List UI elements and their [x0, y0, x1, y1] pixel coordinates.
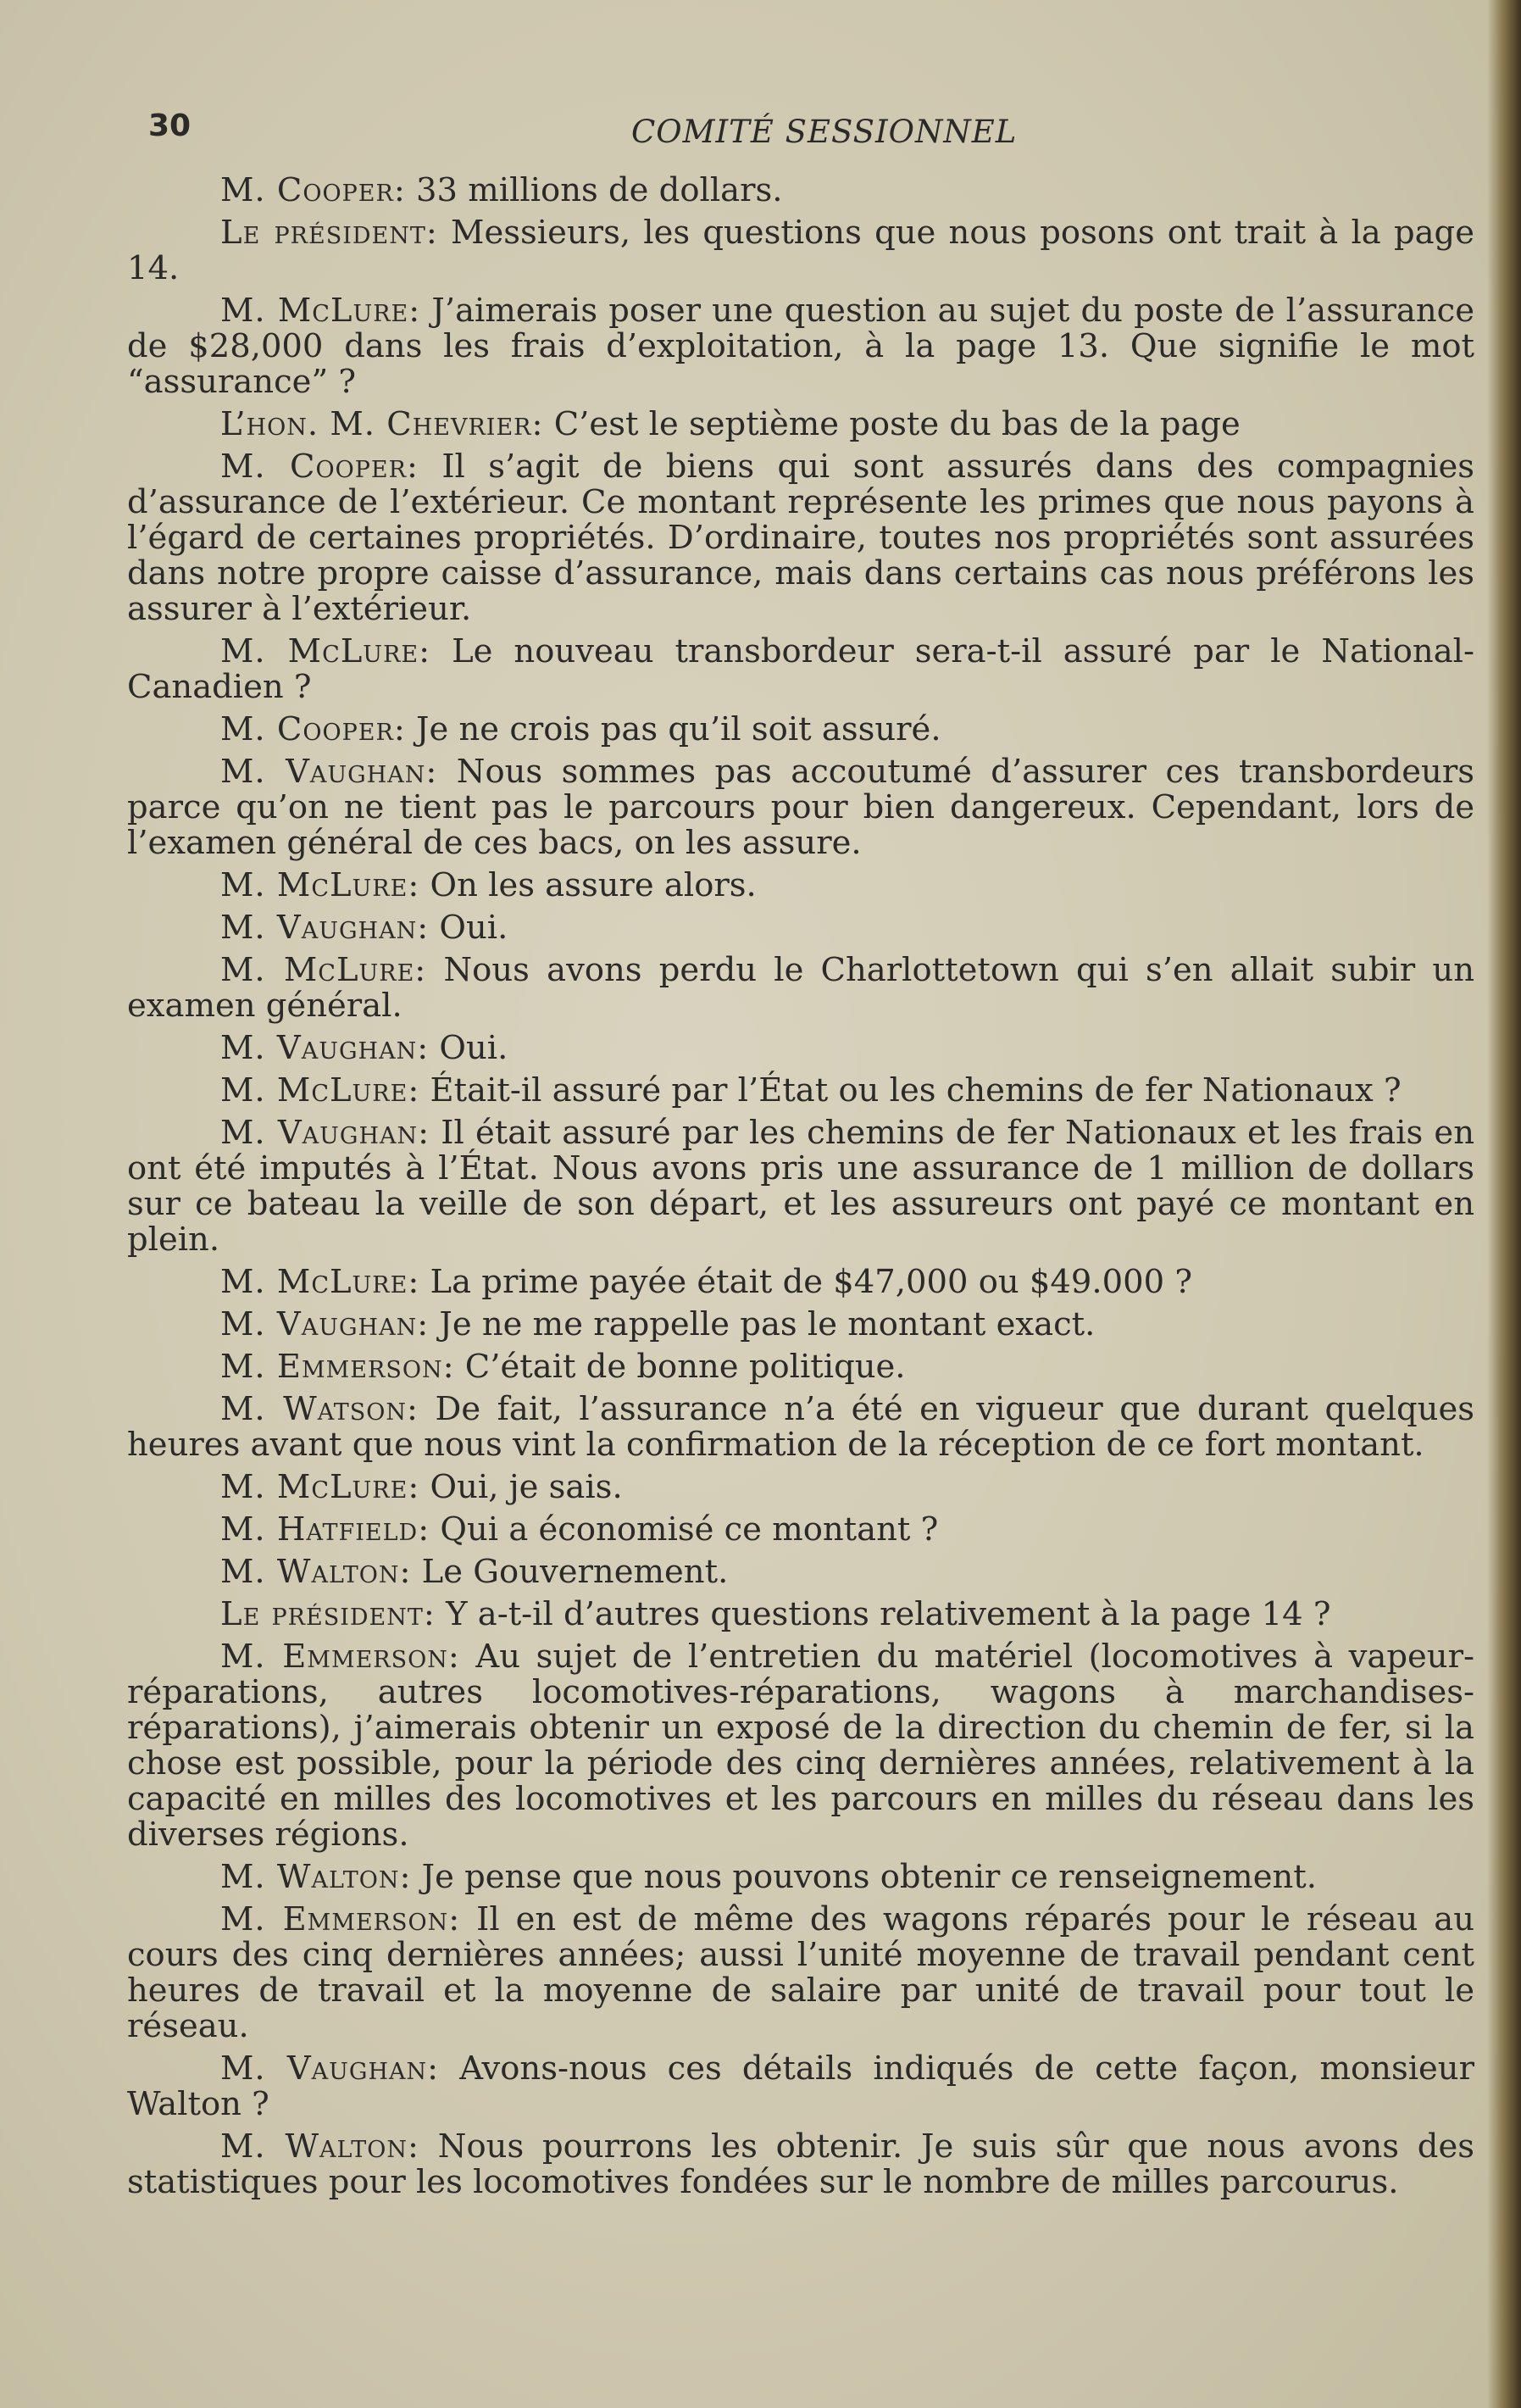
transcript-paragraph — [127, 1639, 1474, 1853]
transcript-paragraph — [127, 449, 1474, 627]
speech-text: Avons-nous ces détails indiqués de cette façon, monsieur Walton ? — [127, 2049, 1475, 2123]
transcript-paragraph — [127, 1860, 1474, 1895]
transcript-paragraph — [127, 1073, 1474, 1109]
speech-text: C’était de bonne politique. — [454, 1348, 906, 1386]
transcript-body — [127, 173, 1474, 2207]
speaker-name: M. Walton: — [220, 1858, 412, 1896]
speaker-name: M. Cooper: — [220, 710, 406, 748]
transcript-paragraph — [127, 1115, 1474, 1258]
transcript-paragraph — [127, 407, 1474, 442]
speaker-name: M. Emmerson: — [220, 1348, 455, 1386]
running-title: COMITÉ SESSIONNEL — [631, 114, 1018, 150]
transcript-paragraph — [127, 173, 1474, 209]
speech-text: Je ne crois pas qu’il soit assuré. — [405, 710, 941, 748]
speech-text: De fait, l’assurance n’a été en vigueur que durant quelques heures avant que nous vint la confirmation de la réception de ce fort montant. — [127, 1390, 1474, 1464]
speech-text: Qui a économisé ce montant ? — [430, 1510, 939, 1549]
transcript-paragraph — [127, 1307, 1474, 1343]
speech-text: Était-il assuré par l’État ou les chemins de fer Nationaux ? — [419, 1071, 1402, 1109]
speech-text: Oui. — [429, 1029, 508, 1067]
speech-text: Je pense que nous pouvons obtenir ce renseignement. — [411, 1858, 1317, 1896]
transcript-paragraph — [127, 754, 1474, 861]
speech-text: J’aimerais poser une question au sujet du poste de l’assurance de $28,000 dans les frais d’exploitation, à la page 13. Que signifie le mot “assurance” ? — [127, 292, 1474, 401]
speech-text: Nous sommes pas accoutumé d’assurer ces transbordeurs parce qu’on ne tient pas le parcours pour bien dangereux. Cependant, lors de l’examen général de ces bacs, on les assure. — [127, 753, 1474, 862]
transcript-paragraph — [127, 2051, 1474, 2122]
transcript-paragraph — [127, 1597, 1474, 1632]
speech-text: Nous avons perdu le Charlottetown qui s’en allait subir un examen général. — [127, 951, 1474, 1025]
speaker-name: M. Cooper: — [220, 448, 419, 486]
speech-text: Au sujet de l’entretien du matériel (locomotives à vapeur-réparations, autres locomotives-réparations, wagons à marchandises-réparations), j’aimerais obtenir un exposé de la direction du chemin de fer, si la chose est possible, pour la période des cinq dernières années, relativement à la capacité en milles des locomotives et les parcours en milles du réseau dans les diverses régions. — [127, 1638, 1475, 1854]
speaker-name: M. McLure: — [220, 1071, 420, 1109]
speaker-name: M. Vaughan: — [220, 753, 438, 791]
speaker-name: Le président: — [220, 1595, 436, 1633]
speech-text: Nous pourrons les obtenir. Je suis sûr que nous avons des statistiques pour les locomotives fondées sur le nombre de milles parcourus. — [127, 2127, 1474, 2201]
speech-text: Il s’agit de biens qui sont assurés dans des compagnies d’assurance de l’extérieur. Ce montant représente les primes que nous payons à l’égard de certaines propriétés. D’ordinaire, toutes nos propriétés sont assurées dans notre propre caisse d’assurance, mais dans certains cas nous préférons les assurer à l’extérieur. — [127, 448, 1475, 628]
transcript-paragraph — [127, 1554, 1474, 1590]
transcript-paragraph — [127, 293, 1474, 400]
speaker-name: M. Emmerson: — [220, 1638, 460, 1676]
speaker-name: M. Cooper: — [220, 171, 406, 209]
speaker-name: M. Vaughan: — [220, 1305, 430, 1343]
speaker-name: M. Vaughan: — [220, 2049, 440, 2088]
transcript-paragraph — [127, 910, 1474, 946]
speech-text: La prime payée était de $47,000 ou $49.000 ? — [419, 1263, 1192, 1301]
speech-text: 33 millions de dollars. — [405, 171, 783, 209]
speech-text: Messieurs, les questions que nous posons ont trait à la page 14. — [127, 214, 1474, 287]
speech-text: Le nouveau transbordeur sera-t-il assuré par le National-Canadien ? — [127, 632, 1474, 706]
speaker-name: M. McLure: — [220, 866, 420, 904]
speaker-name: M. Vaughan: — [220, 1114, 430, 1152]
speaker-name: M. McLure: — [220, 632, 431, 670]
speech-text: Y a-t-il d’autres questions relativement à la page 14 ? — [435, 1595, 1331, 1633]
transcript-paragraph — [127, 1349, 1474, 1385]
speaker-name: M. McLure: — [220, 292, 421, 330]
speech-text: Il en est de même des wagons réparés pour le réseau au cours des cinq dernières années; aussi l’unité moyenne de travail pendant cent heures de travail et la moyenne de salaire par unité de travail pour tout le réseau. — [127, 1900, 1474, 2045]
speaker-name: M. McLure: — [220, 951, 427, 989]
transcript-paragraph — [127, 1265, 1474, 1300]
speech-text: Oui. — [429, 909, 508, 947]
transcript-paragraph — [127, 712, 1474, 748]
transcript-paragraph — [127, 1512, 1474, 1548]
speaker-name: M. Emmerson: — [220, 1900, 461, 1938]
page-edge-shadow — [1487, 0, 1521, 2408]
page-number: 30 — [148, 108, 192, 143]
transcript-paragraph — [127, 1902, 1474, 2044]
page-header — [148, 108, 1470, 159]
speech-text: Le Gouvernement. — [411, 1553, 729, 1591]
transcript-paragraph — [127, 215, 1474, 286]
speaker-name: M. Vaughan: — [220, 909, 430, 947]
transcript-paragraph — [127, 1392, 1474, 1463]
transcript-paragraph — [127, 1470, 1474, 1505]
speaker-name: M. Watson: — [220, 1390, 419, 1428]
speaker-name: Le président: — [220, 214, 438, 252]
transcript-paragraph — [127, 634, 1474, 705]
speech-text: C’est le septième poste du bas de la page — [543, 405, 1241, 443]
speech-text: Il était assuré par les chemins de fer Nationaux et les frais en ont été imputés à l’État. Nous avons pris une assurance de 1 million de dollars sur ce bateau la veille de son départ, et les assureurs ont payé ce montant en plein. — [127, 1114, 1474, 1259]
speaker-name: M. McLure: — [220, 1263, 420, 1301]
transcript-paragraph — [127, 868, 1474, 904]
speaker-name: M. McLure: — [220, 1468, 420, 1506]
speaker-name: M. Hatfield: — [220, 1510, 430, 1549]
speech-text: Oui, je sais. — [419, 1468, 623, 1506]
speaker-name: M. Walton: — [220, 1553, 412, 1591]
speech-text: Je ne me rappelle pas le montant exact. — [429, 1305, 1096, 1343]
speaker-name: M. Vaughan: — [220, 1029, 430, 1067]
speech-text: On les assure alors. — [419, 866, 757, 904]
speaker-name: M. Walton: — [220, 2127, 419, 2166]
speaker-name: L’hon. M. Chevrier: — [220, 405, 544, 443]
transcript-paragraph — [127, 953, 1474, 1024]
transcript-paragraph — [127, 2129, 1474, 2200]
transcript-paragraph — [127, 1031, 1474, 1066]
